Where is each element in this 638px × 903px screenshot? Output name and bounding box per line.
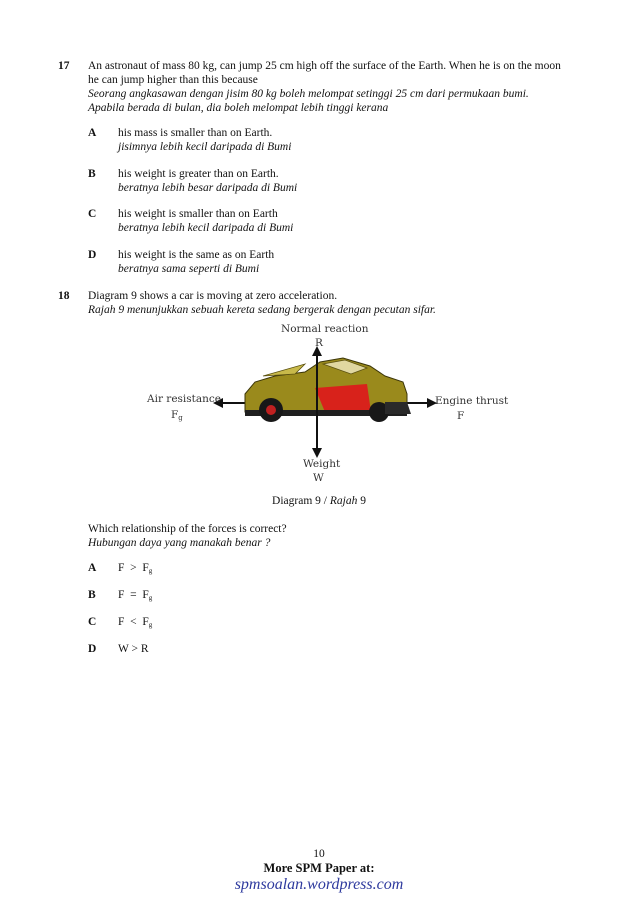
option-sub: g (148, 594, 153, 602)
normal-reaction-label: Normal reaction (281, 323, 369, 335)
question-number: 18 (58, 290, 70, 302)
option-relation: F = F (118, 589, 149, 601)
diagram-caption (0, 494, 638, 508)
stem-my: Rajah 9 menunjukkan sebuah kereta sedang bergerak dengan pecutan sifar. (88, 304, 436, 316)
weight-symbol: W (313, 472, 324, 484)
option-letter: A (88, 562, 97, 574)
option-letter: C (88, 616, 97, 628)
option-sub: g (148, 621, 153, 629)
option-sub: g (148, 567, 153, 575)
air-resistance-label: Air resistance (147, 393, 222, 405)
option-letter: A (88, 127, 97, 139)
question-stem (88, 59, 588, 115)
option-letter: C (88, 208, 97, 220)
option-letter: B (88, 168, 96, 180)
option-relation: F > F (118, 562, 149, 574)
option-letter: D (88, 643, 97, 655)
air-symbol-sub: g (178, 414, 183, 422)
option-text (118, 615, 152, 632)
stem-en: Diagram 9 shows a car is moving at zero acceleration. (88, 290, 338, 302)
question-18-prompt (58, 522, 588, 672)
option-text (118, 588, 152, 605)
option-text-my: jisimnya lebih kecil daripada di Bumi (118, 141, 292, 153)
option-text (118, 126, 291, 154)
car-image (245, 358, 411, 422)
caption-my: Rajah (329, 495, 358, 507)
stem-my-line-1: Seorang angkasawan dengan jisim 80 kg boleh melompat setinggi 25 cm dari permukaan bumi. (88, 88, 529, 100)
option-relation: W > R (118, 643, 149, 655)
stem-my-line-2: Apabila berada di bulan, dia boleh melompat lebih tinggi kerana (88, 102, 389, 114)
option-text (118, 167, 297, 195)
option-text (118, 248, 274, 276)
option-text (118, 642, 149, 656)
engine-thrust-symbol: F (457, 410, 465, 422)
option-letter: B (88, 589, 96, 601)
footer-site-link[interactable]: spmsoalan.wordpress.com (234, 876, 404, 893)
caption-en: Diagram 9 / (272, 495, 330, 507)
stem-en-line-1: An astronaut of mass 80 kg, can jump 25 cm high off the surface of the Earth. When he is on the moon (88, 60, 561, 72)
normal-reaction-symbol: R (315, 337, 323, 349)
option-text-en: his weight is smaller than on Earth (118, 208, 278, 220)
option-text (118, 561, 152, 578)
option-text-en: his weight is the same as on Earth (118, 249, 275, 261)
footer-more: More SPM Paper at: (263, 861, 375, 875)
page-number: 10 (313, 848, 325, 860)
question-17 (58, 59, 588, 279)
weight-label: Weight (303, 458, 341, 470)
diagram-9-car-forces (145, 322, 509, 487)
option-text-my: beratnya lebih besar daripada di Bumi (118, 182, 298, 194)
option-text-en: his weight is greater than on Earth. (118, 168, 279, 180)
option-text-my: beratnya lebih kecil daripada di Bumi (118, 222, 294, 234)
option-letter: D (88, 249, 97, 261)
question-number: 17 (58, 60, 70, 72)
engine-thrust-label: Engine thrust (435, 395, 509, 407)
stem-en-line-2: he can jump higher than this because (88, 74, 258, 86)
option-text (118, 207, 293, 235)
caption-number: 9 (357, 495, 366, 507)
air-symbol: F (171, 409, 179, 421)
option-relation: F < F (118, 616, 149, 628)
option-text-my: beratnya sama seperti di Bumi (118, 263, 260, 275)
question-stem (88, 289, 588, 317)
question-18 (58, 289, 588, 319)
air-resistance-symbol (171, 408, 183, 425)
option-text-en: his mass is smaller than on Earth. (118, 127, 273, 139)
prompt (88, 522, 588, 550)
prompt-my: Hubungan daya yang manakah benar ? (88, 537, 271, 549)
prompt-en: Which relationship of the forces is correct? (88, 523, 287, 535)
